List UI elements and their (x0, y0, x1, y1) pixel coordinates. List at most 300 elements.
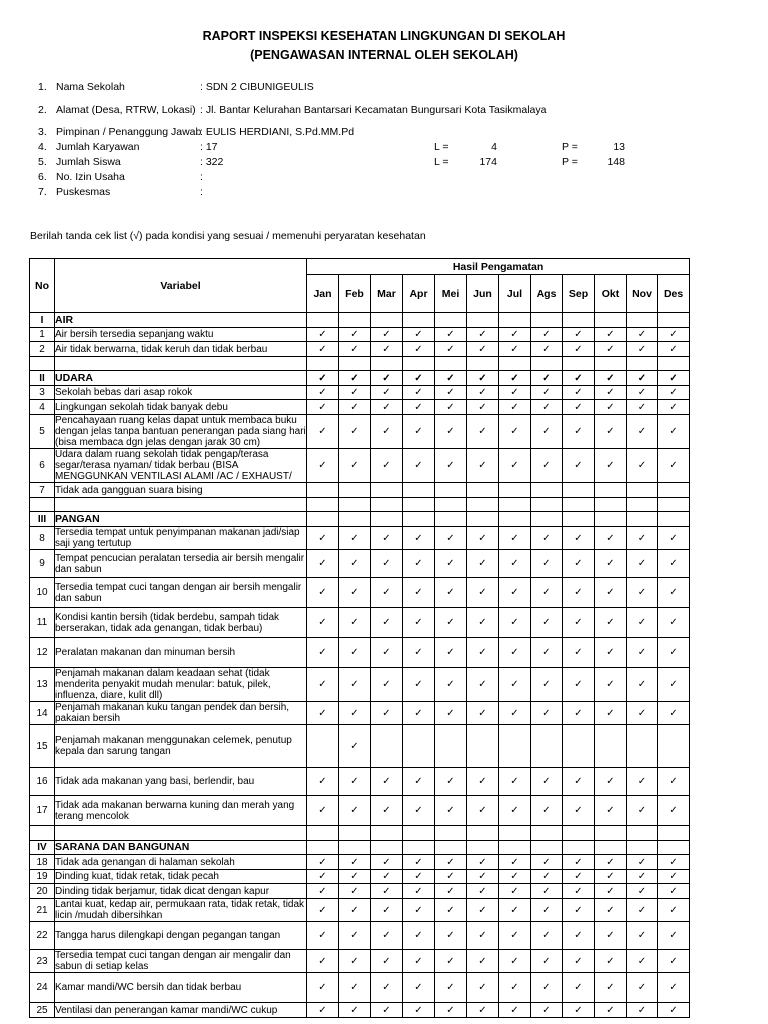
check-mark: ✓ (371, 884, 403, 899)
check-mark: ✓ (467, 668, 499, 702)
table-row (30, 702, 690, 725)
check-mark: ✓ (563, 449, 595, 483)
check-mark: ✓ (339, 922, 371, 950)
male-label: L = (434, 156, 449, 168)
section-title: SARANA DAN BANGUNAN (55, 841, 307, 855)
row-number: 16 (30, 768, 55, 796)
info-no: 7. (38, 186, 47, 198)
check-mark: ✓ (595, 950, 627, 973)
check-mark: ✓ (627, 668, 658, 702)
check-mark: ✓ (371, 400, 403, 415)
row-number: 12 (30, 638, 55, 668)
empty-cell (627, 498, 658, 512)
empty-cell (563, 826, 595, 841)
empty-cell (435, 841, 467, 855)
female-label: P = (562, 156, 578, 168)
check-mark: ✓ (435, 371, 467, 386)
empty-cell (531, 498, 563, 512)
check-mark: ✓ (403, 386, 435, 400)
check-mark: ✓ (595, 342, 627, 357)
variable-text: Lantai kuat, kedap air, permukaan rata, tidak retak, tidak licin /mudah dibersihkan (55, 899, 307, 922)
check-mark: ✓ (403, 884, 435, 899)
check-mark: ✓ (658, 638, 690, 668)
check-mark: ✓ (371, 638, 403, 668)
check-mark: ✓ (595, 870, 627, 884)
check-mark: ✓ (307, 400, 339, 415)
check-mark: ✓ (339, 796, 371, 826)
check-mark: ✓ (499, 884, 531, 899)
info-no: 3. (38, 126, 47, 138)
table-row (30, 1003, 690, 1018)
check-mark: ✓ (467, 400, 499, 415)
check-mark: ✓ (563, 638, 595, 668)
empty-cell (531, 357, 563, 371)
empty-cell (595, 498, 627, 512)
empty-cell (403, 313, 435, 328)
check-mark: ✓ (531, 386, 563, 400)
check-mark: ✓ (658, 608, 690, 638)
check-mark: ✓ (467, 899, 499, 922)
row-number: 23 (30, 950, 55, 973)
check-mark: ✓ (627, 796, 658, 826)
table-row (30, 638, 690, 668)
check-mark: ✓ (371, 855, 403, 870)
check-mark: ✓ (658, 884, 690, 899)
check-mark: ✓ (627, 449, 658, 483)
check-mark: ✓ (339, 527, 371, 550)
variable-text: Dinding tidak berjamur, tidak dicat dengan kapur (55, 884, 307, 899)
empty-cell (531, 826, 563, 841)
check-mark: ✓ (531, 608, 563, 638)
check-mark: ✓ (435, 386, 467, 400)
check-mark: ✓ (595, 328, 627, 342)
section-row (30, 371, 690, 386)
check-mark: ✓ (371, 668, 403, 702)
header-month: Apr (403, 275, 435, 313)
check-mark: ✓ (531, 870, 563, 884)
check-mark: ✓ (595, 527, 627, 550)
empty-cell (339, 483, 371, 498)
variable-text: Tersedia tempat cuci tangan dengan air mengalir dan sabun di setiap kelas (55, 950, 307, 973)
empty-cell (531, 512, 563, 527)
info-no: 5. (38, 156, 47, 168)
empty-cell (467, 725, 499, 768)
empty-cell (595, 313, 627, 328)
row-number: 15 (30, 725, 55, 768)
info-row (0, 81, 768, 95)
empty-cell (307, 313, 339, 328)
row-number: 25 (30, 1003, 55, 1018)
male-count: 4 (491, 141, 497, 153)
check-mark: ✓ (371, 973, 403, 1003)
check-mark: ✓ (435, 884, 467, 899)
check-mark: ✓ (658, 855, 690, 870)
check-mark: ✓ (403, 550, 435, 578)
check-mark: ✓ (627, 870, 658, 884)
row-number: 6 (30, 449, 55, 483)
check-mark: ✓ (595, 702, 627, 725)
check-mark: ✓ (435, 527, 467, 550)
table-row (30, 899, 690, 922)
check-mark: ✓ (467, 638, 499, 668)
check-mark: ✓ (307, 855, 339, 870)
header-month: Des (658, 275, 690, 313)
check-mark: ✓ (307, 638, 339, 668)
check-mark: ✓ (499, 400, 531, 415)
header-month: Jan (307, 275, 339, 313)
check-mark: ✓ (627, 973, 658, 1003)
table-row (30, 342, 690, 357)
table-row (30, 870, 690, 884)
check-mark: ✓ (435, 415, 467, 449)
check-mark: ✓ (499, 668, 531, 702)
check-mark: ✓ (307, 796, 339, 826)
spacer-row (30, 826, 690, 841)
check-mark: ✓ (339, 899, 371, 922)
row-number: 10 (30, 578, 55, 608)
empty-cell (499, 512, 531, 527)
check-mark: ✓ (531, 668, 563, 702)
table-row (30, 725, 690, 768)
check-mark: ✓ (371, 870, 403, 884)
check-mark: ✓ (435, 400, 467, 415)
check-mark: ✓ (403, 638, 435, 668)
empty-cell (627, 357, 658, 371)
check-mark: ✓ (435, 870, 467, 884)
check-mark: ✓ (499, 342, 531, 357)
empty-cell (658, 498, 690, 512)
check-mark: ✓ (595, 608, 627, 638)
check-mark: ✓ (403, 328, 435, 342)
empty-cell (563, 841, 595, 855)
empty-cell (563, 313, 595, 328)
empty-cell (435, 498, 467, 512)
check-mark: ✓ (307, 922, 339, 950)
empty-cell (371, 841, 403, 855)
check-mark: ✓ (403, 899, 435, 922)
check-mark: ✓ (371, 371, 403, 386)
check-mark: ✓ (339, 870, 371, 884)
variable-text: Air bersih tersedia sepanjang waktu (55, 328, 307, 342)
female-count: 13 (613, 141, 625, 153)
check-mark: ✓ (339, 702, 371, 725)
check-mark: ✓ (307, 668, 339, 702)
empty-cell (499, 357, 531, 371)
check-mark: ✓ (627, 371, 658, 386)
empty-cell (339, 512, 371, 527)
row-number: 22 (30, 922, 55, 950)
table-row (30, 668, 690, 702)
empty-cell (339, 357, 371, 371)
male-label: L = (434, 141, 449, 153)
row-number: 24 (30, 973, 55, 1003)
empty-cell (467, 512, 499, 527)
row-number: 7 (30, 483, 55, 498)
check-mark: ✓ (531, 702, 563, 725)
check-mark: ✓ (499, 950, 531, 973)
empty-cell (371, 826, 403, 841)
empty-cell (595, 841, 627, 855)
empty-cell (563, 483, 595, 498)
check-mark: ✓ (563, 342, 595, 357)
variable-text: Tidak ada genangan di halaman sekolah (55, 855, 307, 870)
check-mark: ✓ (627, 884, 658, 899)
check-mark: ✓ (435, 922, 467, 950)
table-row (30, 449, 690, 483)
inspection-table (29, 258, 690, 1018)
check-mark: ✓ (467, 702, 499, 725)
table-row (30, 855, 690, 870)
check-mark: ✓ (595, 796, 627, 826)
header-month: Jul (499, 275, 531, 313)
row-number: 19 (30, 870, 55, 884)
check-mark: ✓ (435, 550, 467, 578)
check-mark: ✓ (563, 527, 595, 550)
empty-cell (595, 725, 627, 768)
header-month: Nov (627, 275, 658, 313)
section-title: UDARA (55, 371, 307, 386)
empty-cell (403, 498, 435, 512)
check-mark: ✓ (595, 884, 627, 899)
row-number: 13 (30, 668, 55, 702)
check-mark: ✓ (339, 608, 371, 638)
check-mark: ✓ (467, 768, 499, 796)
check-mark: ✓ (531, 768, 563, 796)
row-number: IV (30, 841, 55, 855)
check-mark: ✓ (435, 578, 467, 608)
row-number: 5 (30, 415, 55, 449)
check-mark: ✓ (627, 400, 658, 415)
empty-cell (339, 313, 371, 328)
check-mark: ✓ (307, 768, 339, 796)
check-mark: ✓ (307, 527, 339, 550)
check-mark: ✓ (531, 415, 563, 449)
check-mark: ✓ (339, 973, 371, 1003)
empty-cell (627, 313, 658, 328)
check-mark: ✓ (403, 702, 435, 725)
check-mark: ✓ (371, 796, 403, 826)
check-mark: ✓ (435, 668, 467, 702)
row-number: 11 (30, 608, 55, 638)
info-no: 2. (38, 104, 47, 116)
empty-cell (371, 483, 403, 498)
empty-cell (403, 483, 435, 498)
check-mark: ✓ (371, 950, 403, 973)
variable-text: Kamar mandi/WC bersih dan tidak berbau (55, 973, 307, 1003)
empty-cell (339, 498, 371, 512)
check-mark: ✓ (435, 638, 467, 668)
row-number: 1 (30, 328, 55, 342)
empty-cell (499, 313, 531, 328)
check-mark: ✓ (499, 386, 531, 400)
check-mark: ✓ (499, 922, 531, 950)
check-mark: ✓ (658, 899, 690, 922)
empty-cell (467, 313, 499, 328)
empty-cell (658, 826, 690, 841)
check-mark: ✓ (658, 768, 690, 796)
check-mark: ✓ (403, 950, 435, 973)
empty-cell (371, 512, 403, 527)
check-mark: ✓ (371, 922, 403, 950)
row-number: 20 (30, 884, 55, 899)
check-mark: ✓ (595, 578, 627, 608)
check-mark: ✓ (595, 400, 627, 415)
check-mark: ✓ (499, 449, 531, 483)
check-mark: ✓ (658, 550, 690, 578)
check-mark: ✓ (339, 950, 371, 973)
check-mark: ✓ (435, 796, 467, 826)
check-mark: ✓ (467, 328, 499, 342)
check-mark: ✓ (531, 922, 563, 950)
check-mark: ✓ (658, 702, 690, 725)
table-row (30, 796, 690, 826)
check-mark: ✓ (435, 449, 467, 483)
check-mark: ✓ (403, 342, 435, 357)
check-mark: ✓ (531, 400, 563, 415)
check-mark: ✓ (595, 768, 627, 796)
check-mark: ✓ (467, 371, 499, 386)
check-mark: ✓ (467, 922, 499, 950)
check-mark: ✓ (467, 342, 499, 357)
table-row (30, 608, 690, 638)
table-row (30, 768, 690, 796)
check-mark: ✓ (307, 1003, 339, 1018)
check-mark: ✓ (307, 950, 339, 973)
info-value: : Jl. Bantar Kelurahan Bantarsari Kecamatan Bungursari Kota Tasikmalaya (200, 104, 547, 116)
info-row (0, 104, 768, 118)
check-mark: ✓ (627, 702, 658, 725)
info-value: : 17 (200, 141, 218, 153)
check-mark: ✓ (627, 328, 658, 342)
check-mark: ✓ (627, 342, 658, 357)
empty-cell (499, 826, 531, 841)
table-row (30, 400, 690, 415)
check-mark: ✓ (403, 578, 435, 608)
check-mark: ✓ (563, 973, 595, 1003)
variable-text: Sekolah bebas dari asap rokok (55, 386, 307, 400)
spacer-row (30, 498, 690, 512)
empty-cell (595, 826, 627, 841)
variable-text: Tidak ada makanan yang basi, berlendir, bau (55, 768, 307, 796)
check-mark: ✓ (658, 328, 690, 342)
check-mark: ✓ (531, 973, 563, 1003)
check-mark: ✓ (307, 415, 339, 449)
row-number: I (30, 313, 55, 328)
empty-cell (467, 483, 499, 498)
check-mark: ✓ (403, 870, 435, 884)
variable-text (55, 357, 307, 371)
info-label: Alamat (Desa, RTRW, Lokasi) (56, 104, 196, 116)
variable-text: Udara dalam ruang sekolah tidak pengap/terasa segar/terasa nyaman/ tidak berbau (BISA MENGGUNKAN VENTILASI ALAMI /AC / EXHAUST/ (55, 449, 307, 483)
info-row (0, 126, 768, 140)
table-row (30, 415, 690, 449)
info-label: No. Izin Usaha (56, 171, 125, 183)
check-mark: ✓ (627, 386, 658, 400)
check-mark: ✓ (403, 415, 435, 449)
empty-cell (307, 498, 339, 512)
check-mark: ✓ (467, 608, 499, 638)
check-mark: ✓ (627, 1003, 658, 1018)
check-mark: ✓ (595, 973, 627, 1003)
check-mark: ✓ (563, 855, 595, 870)
table-row (30, 922, 690, 950)
variable-text: Tidak ada gangguan suara bising (55, 483, 307, 498)
variable-text (55, 498, 307, 512)
check-mark: ✓ (531, 855, 563, 870)
check-mark: ✓ (403, 400, 435, 415)
check-mark: ✓ (563, 371, 595, 386)
empty-cell (307, 841, 339, 855)
check-mark: ✓ (403, 668, 435, 702)
row-number: III (30, 512, 55, 527)
check-mark: ✓ (467, 415, 499, 449)
check-mark: ✓ (339, 884, 371, 899)
row-number (30, 357, 55, 371)
check-mark: ✓ (531, 578, 563, 608)
empty-cell (658, 512, 690, 527)
check-mark: ✓ (531, 371, 563, 386)
check-mark: ✓ (595, 1003, 627, 1018)
empty-cell (499, 841, 531, 855)
info-label: Puskesmas (56, 186, 111, 198)
check-mark: ✓ (467, 527, 499, 550)
variable-text: Dinding kuat, tidak retak, tidak pecah (55, 870, 307, 884)
empty-cell (563, 357, 595, 371)
check-mark: ✓ (467, 950, 499, 973)
info-row (0, 171, 768, 185)
empty-cell (339, 841, 371, 855)
check-mark: ✓ (563, 922, 595, 950)
check-mark: ✓ (403, 973, 435, 1003)
check-mark: ✓ (307, 550, 339, 578)
row-number: 8 (30, 527, 55, 550)
check-mark: ✓ (499, 870, 531, 884)
variable-text: Tersedia tempat untuk penyimpanan makanan jadi/siap saji yang tertutup (55, 527, 307, 550)
check-mark: ✓ (531, 342, 563, 357)
page-title: RAPORT INSPEKSI KESEHATAN LINGKUNGAN DI SEKOLAH (202, 29, 566, 43)
check-mark: ✓ (371, 578, 403, 608)
info-label: Jumlah Siswa (56, 156, 121, 168)
check-mark: ✓ (339, 638, 371, 668)
check-mark: ✓ (371, 415, 403, 449)
empty-cell (403, 841, 435, 855)
check-mark: ✓ (435, 855, 467, 870)
check-mark: ✓ (371, 1003, 403, 1018)
empty-cell (531, 725, 563, 768)
empty-cell (307, 826, 339, 841)
check-mark: ✓ (307, 371, 339, 386)
empty-cell (403, 512, 435, 527)
check-mark: ✓ (339, 371, 371, 386)
check-mark: ✓ (307, 328, 339, 342)
check-mark: ✓ (531, 638, 563, 668)
check-mark: ✓ (499, 768, 531, 796)
empty-cell (435, 313, 467, 328)
female-label: P = (562, 141, 578, 153)
check-mark: ✓ (531, 449, 563, 483)
empty-cell (627, 725, 658, 768)
check-mark: ✓ (499, 638, 531, 668)
check-mark: ✓ (627, 950, 658, 973)
variable-text: Penjamah makanan menggunakan celemek, penutup kepala dan sarung tangan (55, 725, 307, 768)
check-mark: ✓ (563, 550, 595, 578)
row-number: II (30, 371, 55, 386)
empty-cell (435, 826, 467, 841)
table-row (30, 950, 690, 973)
empty-cell (435, 483, 467, 498)
empty-cell (467, 357, 499, 371)
check-mark: ✓ (563, 328, 595, 342)
